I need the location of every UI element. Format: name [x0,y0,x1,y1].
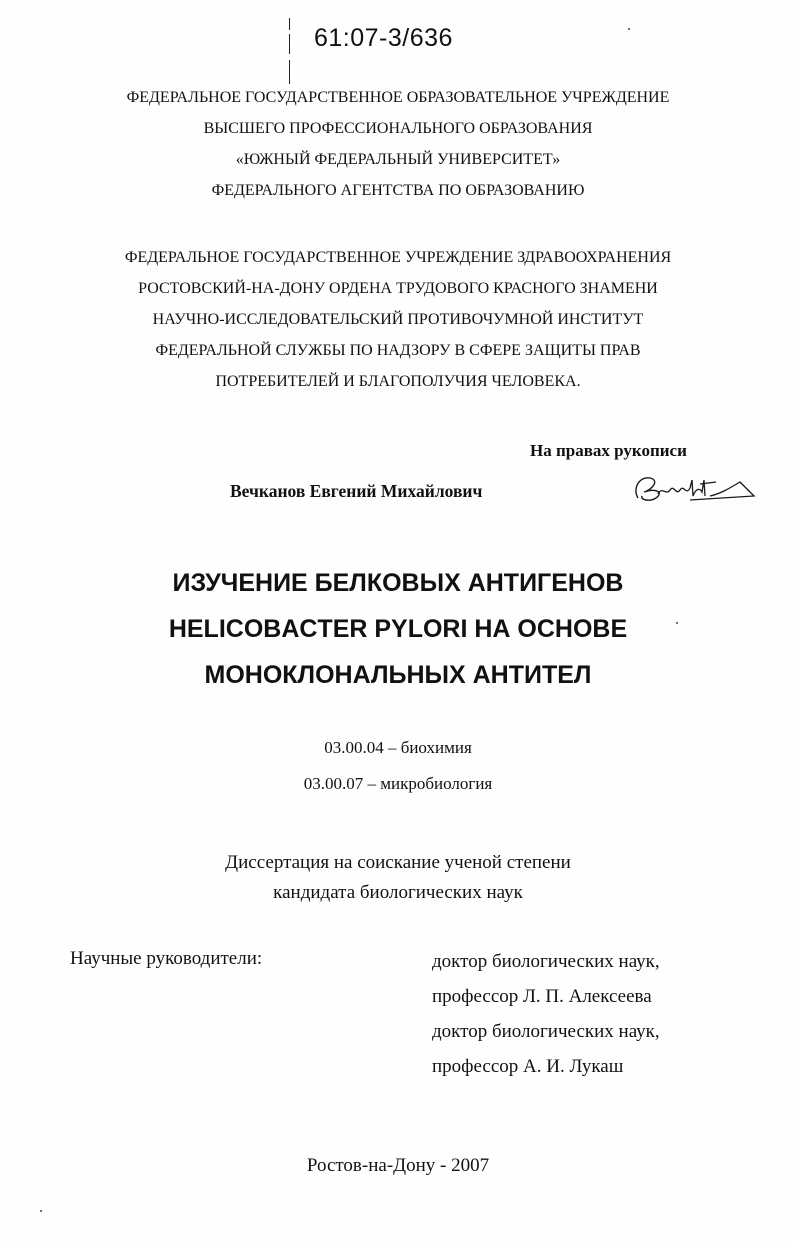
specialty-line: 03.00.07 – микробиология [303,774,493,793]
degree-line: кандидата биологических наук [273,882,523,903]
university-block [0,82,796,206]
scan-speck [628,28,630,30]
city-year: Ростов-на-Дону - 2007 [306,1155,490,1176]
institute-line: ФЕДЕРАЛЬНОЕ ГОСУДАРСТВЕННОЕ УЧРЕЖДЕНИЕ ЗДРАВООХРАНЕНИЯ [124,249,672,266]
institute-line: ПОТРЕБИТЕЛЕЙ И БЛАГОПОЛУЧИЯ ЧЕЛОВЕКА. [215,373,581,390]
scan-speck [40,1210,42,1212]
supervisor-line: профессор А. И. Лукаш [432,1056,624,1077]
university-line: ФЕДЕРАЛЬНОЕ ГОСУДАРСТВЕННОЕ ОБРАЗОВАТЕЛЬНОЕ УЧРЕЖДЕНИЕ [126,89,670,106]
manuscript-rights-note: На правах рукописи [530,441,687,460]
supervisor-line: доктор биологических наук, [432,951,660,972]
scan-mark-line [289,60,290,84]
supervisor-line: профессор Л. П. Алексеева [432,986,652,1007]
institute-line: НАУЧНО-ИССЛЕДОВАТЕЛЬСКИЙ ПРОТИВОЧУМНОЙ ИНСТИТУТ [152,311,644,328]
supervisors-label: Научные руководители: [70,948,263,969]
degree-statement [0,848,796,908]
title-line: МОНОКЛОНАЛЬНЫХ АНТИТЕЛ [204,661,592,689]
scan-mark-line [289,18,290,30]
university-line: ФЕДЕРАЛЬНОГО АГЕНТСТВА ПО ОБРАЗОВАНИЮ [211,182,585,199]
title-line: ИЗУЧЕНИЕ БЕЛКОВЫХ АНТИГЕНОВ [172,569,624,597]
author-name: Вечканов Евгений Михайлович [230,481,483,501]
catalog-code: 61:07-3/636 [314,24,453,52]
title-line: HELICOBACTER PYLORI НА ОСНОВЕ [168,615,628,643]
scan-speck [676,622,678,624]
institute-block [0,242,796,397]
signature-mark [630,468,760,508]
university-line: «ЮЖНЫЙ ФЕДЕРАЛЬНЫЙ УНИВЕРСИТЕТ» [235,151,561,168]
supervisors-list [432,948,660,1088]
scan-mark-line [289,34,290,54]
dissertation-title [0,560,796,698]
institute-line: ФЕДЕРАЛЬНОЙ СЛУЖБЫ ПО НАДЗОРУ В СФЕРЕ ЗАЩИТЫ ПРАВ [155,342,641,359]
university-line: ВЫСШЕГО ПРОФЕССИОНАЛЬНОГО ОБРАЗОВАНИЯ [203,120,593,137]
institute-line: РОСТОВСКИЙ-НА-ДОНУ ОРДЕНА ТРУДОВОГО КРАСНОГО ЗНАМЕНИ [138,280,658,297]
supervisor-line: доктор биологических наук, [432,1021,660,1042]
degree-line: Диссертация на соискание ученой степени [225,852,571,873]
specialty-line: 03.00.04 – биохимия [324,738,472,757]
specialty-codes [0,730,796,802]
